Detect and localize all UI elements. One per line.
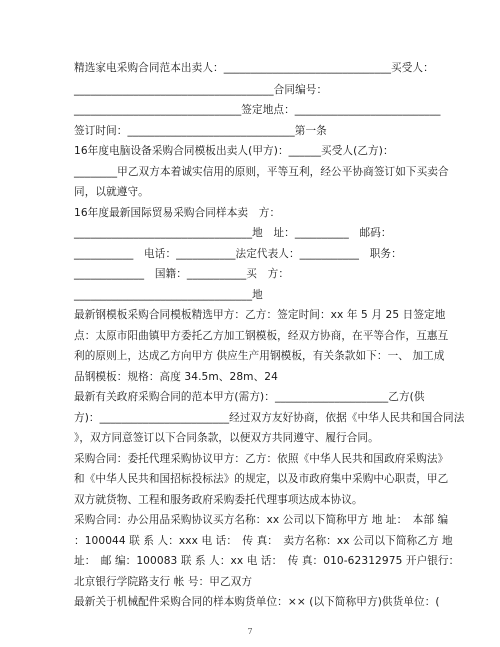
text-line: 精选家电采购合同范本出卖人：_______________________________买受人：	[74, 62, 434, 74]
text-line: 北京银行学院路支行 帐 号：甲乙双方	[74, 576, 253, 588]
text-line: 最新钢模板采购合同模板精选甲方：乙方：签定时间：xx 年 5 月 25 日签定地	[74, 309, 446, 321]
text-line: 点：太原市阳曲镇甲方委托乙方加工钢模板，经双方协商，在平等合作，互惠互	[74, 330, 449, 342]
text-line: _________________________________地 址：__________ 邮码：	[74, 227, 392, 239]
text-line: 签订时间：_______________________________第一条	[74, 125, 327, 137]
text-line: ：100044 联 系 人：xxx 电 话： 传 真： 卖方名称：xx 公司以下简称乙方 地	[74, 535, 453, 547]
text-line: 最新有关政府采购合同的范本甲方(需方)：_____________________乙方(供	[74, 391, 425, 403]
text-line: ___________ 电话：___________法定代表人：___________ 职务：	[74, 248, 402, 260]
text-line: 同，以就遵守。	[74, 186, 149, 198]
text-line: 和《中华人民共和国招标投标法》的规定，以及市政府集中采购中心职责，甲乙	[74, 473, 449, 485]
text-line: 》，双方同意签订以下合同条款，以便双方共同遵守、履行合同。	[74, 432, 379, 444]
text-line: 双方就货物、工程和服务政府采购委托代理事项达成本协议。	[74, 494, 363, 506]
text-line: 采购合同：委托代理采购协议甲方：乙方：依照《中华人民共和国政府采购法》	[74, 453, 449, 465]
text-line: 品钢模板：规格：高度 34.5m、28m、24	[74, 371, 278, 383]
text-line: _____________ 国籍：___________买 方：	[74, 268, 290, 280]
text-line: 16年度电脑设备采购合同模板出卖人(甲方)：______买受人(乙方)：	[74, 145, 394, 157]
text-line: 方)：________________________经过双方友好协商，依据《中华人民共和国合同法	[74, 412, 465, 424]
text-line: ________甲乙双方本着诚实信用的原则，平等互利，经公平协商签订如下买卖合	[74, 166, 449, 178]
text-line: _________________________________地	[74, 289, 263, 301]
text-line: 利的原则上，达成乙方向甲方 供应生产用钢模板，有关条款如下：一、 加工成	[74, 350, 445, 362]
text-line: _____________________________________合同编号：	[74, 84, 328, 96]
text-line: 址： 邮 编：100083 联 系 人：xx 电 话： 传 真：010-62312975 开户银行：	[74, 555, 460, 567]
text-line: 16年度最新国际贸易采购合同样本卖 方：	[74, 207, 281, 219]
page-number: 7	[247, 627, 253, 636]
text-line: 采购合同：办公用品采购协议买方名称：xx 公司以下简称甲方 地 址： 本部 编	[74, 514, 449, 526]
text-line: 最新关于机械配件采购合同的样本购货单位：×× (以下简称甲方)供货单位：(	[74, 596, 440, 608]
text-line: _______________________________签定地点：___________________________	[74, 104, 441, 116]
